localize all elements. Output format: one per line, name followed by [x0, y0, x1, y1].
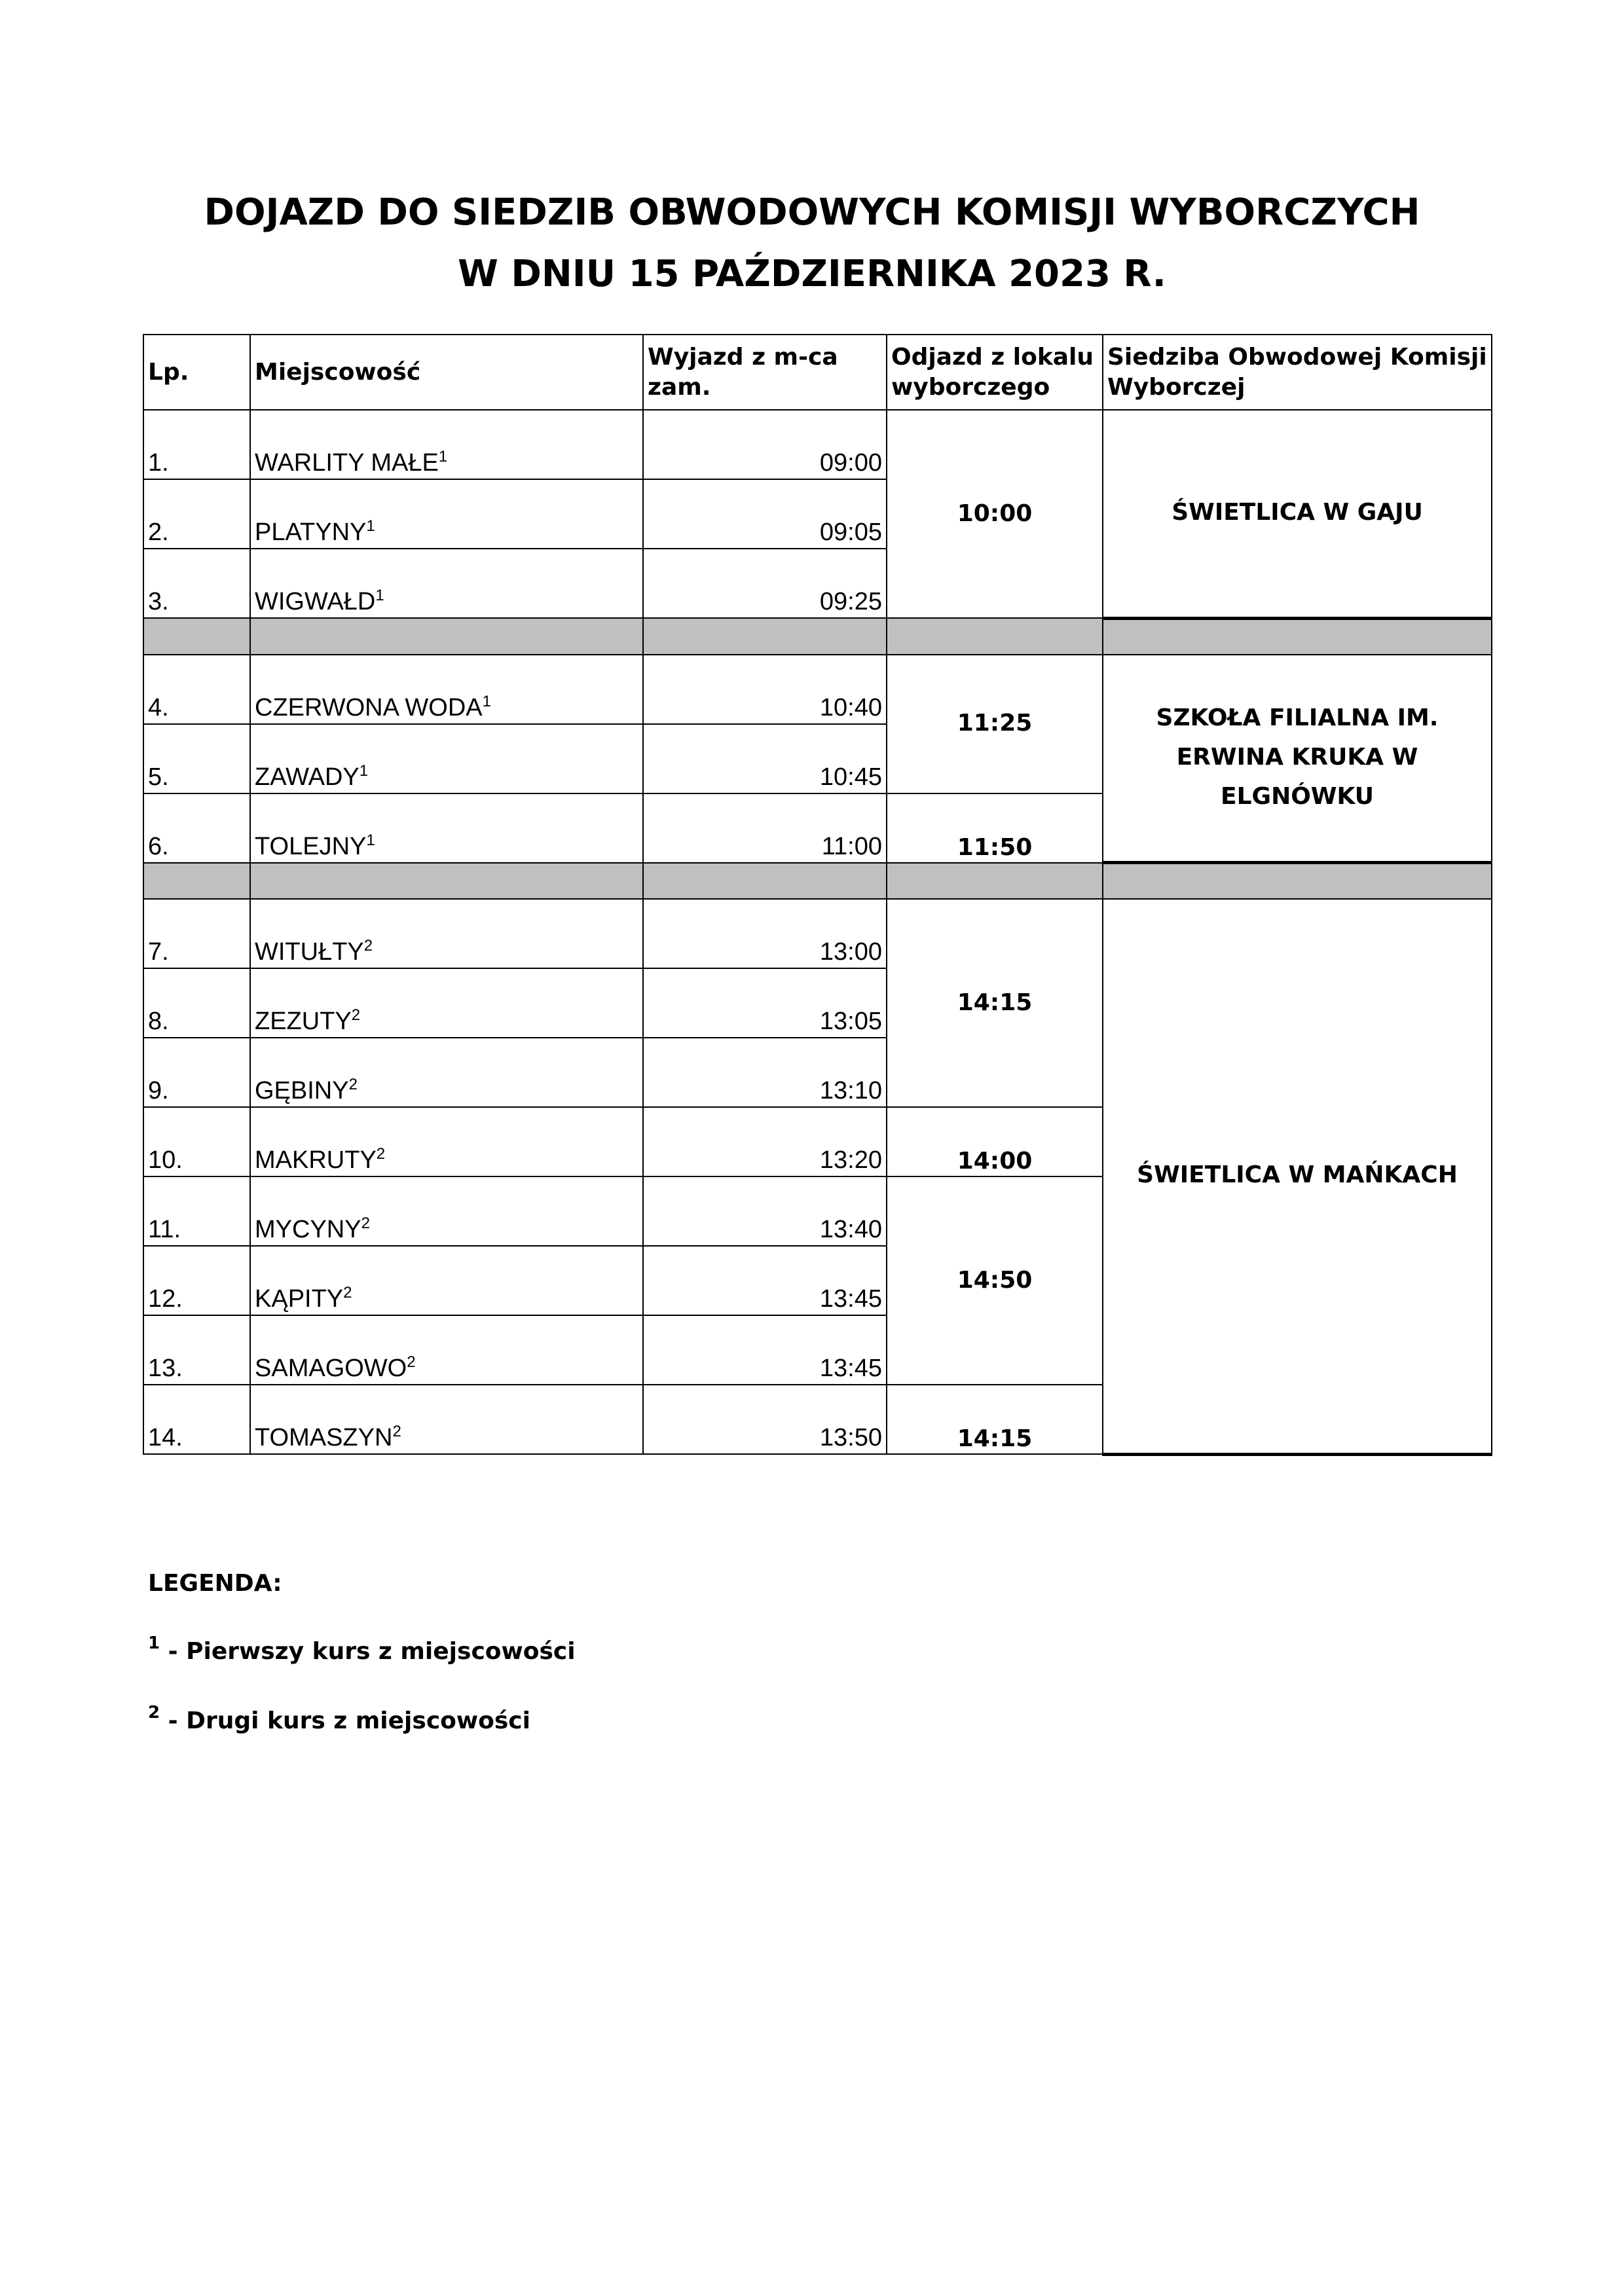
row-place: TOMASZYN$^2$ [250, 1385, 643, 1454]
row-place: ZAWADY$^1$ [250, 724, 643, 793]
row-place: PLATYNY$^1$ [250, 479, 643, 549]
row-departure-time: 13:50 [643, 1385, 887, 1454]
commission-seat: ŚWIETLICA W GAJU [1103, 410, 1492, 618]
row-lp: 2. [143, 479, 250, 549]
row-departure-time: 13:45 [643, 1315, 887, 1385]
return-time: 10:00 [887, 410, 1103, 618]
commission-seat: ŚWIETLICA W MAŃKACH [1103, 899, 1492, 1454]
row-place: KĄPITY$^2$ [250, 1246, 643, 1315]
schedule-table [143, 334, 1492, 1456]
row-place: SAMAGOWO$^2$ [250, 1315, 643, 1385]
table-row [143, 410, 1492, 479]
header-place: Miejscowość [250, 335, 643, 410]
row-departure-time: 10:45 [643, 724, 887, 793]
separator-row [143, 618, 1492, 655]
commission-seat: SZKOŁA FILIALNA IM. ERWINA KRUKA W ELGNÓWKU [1103, 655, 1492, 863]
row-place: MYCYNY$^2$ [250, 1176, 643, 1246]
legend-item-first-run: $^1$ - Pierwszy kurs z miejscowości [148, 1633, 576, 1665]
row-departure-time: 09:25 [643, 549, 887, 618]
row-departure-time: 13:20 [643, 1107, 887, 1176]
row-departure-time: 10:40 [643, 655, 887, 724]
row-lp: 8. [143, 968, 250, 1038]
row-departure-time: 13:05 [643, 968, 887, 1038]
row-lp: 1. [143, 410, 250, 479]
row-lp: 11. [143, 1176, 250, 1246]
return-time: 14:50 [887, 1176, 1103, 1385]
table-row [143, 899, 1492, 968]
document-title-line1: DOJAZD DO SIEDZIB OBWODOWYCH KOMISJI WYBORCZYCH [204, 191, 1420, 234]
row-place: WIGWAŁD$^1$ [250, 549, 643, 618]
row-place: TOLEJNY$^1$ [250, 793, 643, 863]
row-lp: 12. [143, 1246, 250, 1315]
return-time: 14:15 [887, 1385, 1103, 1454]
row-lp: 13. [143, 1315, 250, 1385]
legend-item-second-run: $^2$ - Drugi kurs z miejscowości [148, 1703, 530, 1734]
row-departure-time: 11:00 [643, 793, 887, 863]
row-place: WITUŁTY$^2$ [250, 899, 643, 968]
row-departure-time: 13:10 [643, 1038, 887, 1107]
row-lp: 7. [143, 899, 250, 968]
row-place: CZERWONA WODA$^1$ [250, 655, 643, 724]
row-lp: 4. [143, 655, 250, 724]
row-lp: 10. [143, 1107, 250, 1176]
row-place: WARLITY MAŁE$^1$ [250, 410, 643, 479]
header-lp: Lp. [143, 335, 250, 410]
document-title-line2: W DNIU 15 PAŹDZIERNIKA 2023 R. [458, 253, 1166, 295]
row-lp: 3. [143, 549, 250, 618]
header-departure-home: Wyjazd z m-ca zam. [643, 335, 887, 410]
table-header-row [143, 335, 1492, 410]
return-time: 14:15 [887, 899, 1103, 1107]
row-departure-time: 13:45 [643, 1246, 887, 1315]
row-lp: 9. [143, 1038, 250, 1107]
row-lp: 6. [143, 793, 250, 863]
return-time: 11:50 [887, 793, 1103, 863]
separator-row [143, 863, 1492, 900]
header-seat: Siedziba Obwodowej Komisji Wyborczej [1103, 335, 1492, 410]
row-departure-time: 13:00 [643, 899, 887, 968]
return-time: 14:00 [887, 1107, 1103, 1176]
legend-title: LEGENDA: [148, 1570, 282, 1597]
row-place: GĘBINY$^2$ [250, 1038, 643, 1107]
row-place: MAKRUTY$^2$ [250, 1107, 643, 1176]
row-departure-time: 09:00 [643, 410, 887, 479]
row-lp: 5. [143, 724, 250, 793]
return-time: 11:25 [887, 655, 1103, 793]
header-departure-station: Odjazd z lokalu wyborczego [887, 335, 1103, 410]
table-row [143, 655, 1492, 724]
row-place: ZEZUTY$^2$ [250, 968, 643, 1038]
row-lp: 14. [143, 1385, 250, 1454]
row-departure-time: 13:40 [643, 1176, 887, 1246]
row-departure-time: 09:05 [643, 479, 887, 549]
